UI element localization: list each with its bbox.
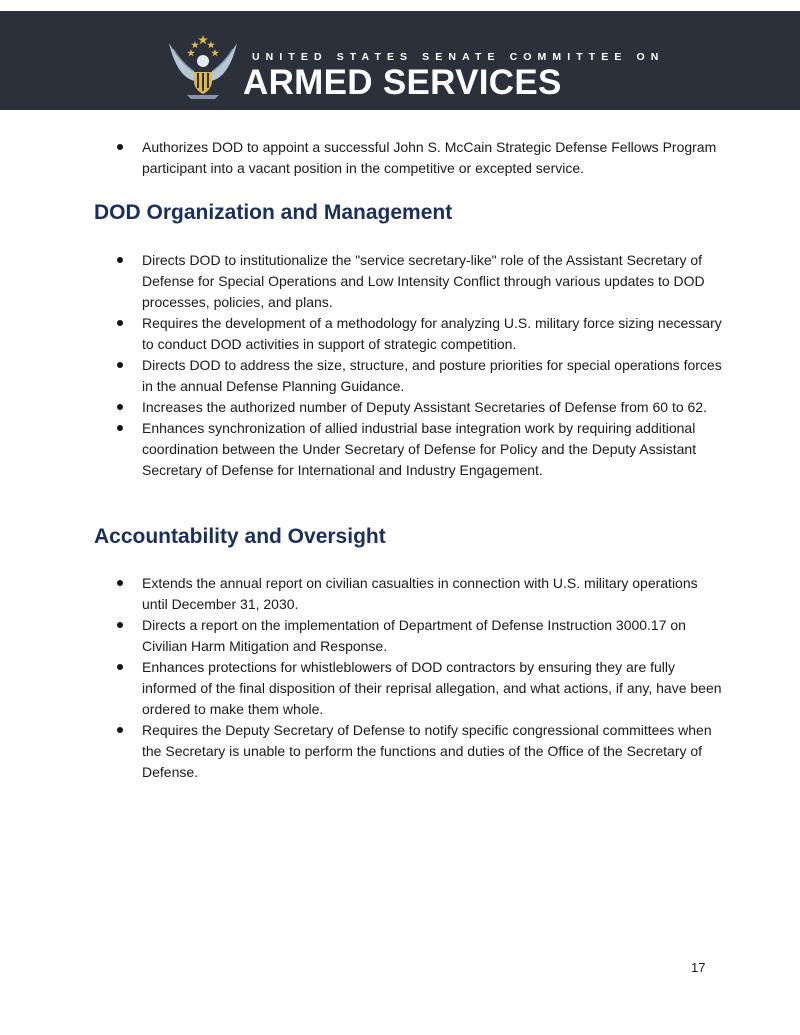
section-heading-accountability: Accountability and Oversight [94, 525, 386, 548]
bullet-list-dod-organization [94, 250, 724, 481]
list-item: Extends the annual report on civilian casualties in connection with U.S. military operations until December 31, 2030. [94, 573, 724, 615]
list-item: Increases the authorized number of Deputy Assistant Secretaries of Defense from 60 to 62. [94, 397, 724, 418]
bullet-list-accountability [94, 573, 724, 783]
list-item: Requires the Deputy Secretary of Defense to notify specific congressional committees when the Secretary is unable to perform the functions and duties of the Office of the Secretary of Defense. [94, 720, 724, 783]
list-item: Directs a report on the implementation of Department of Defense Instruction 3000.17 on Civilian Harm Mitigation and Response. [94, 615, 724, 657]
section-heading-dod-organization: DOD Organization and Management [94, 201, 453, 224]
list-item: Enhances synchronization of allied industrial base integration work by requiring additional coordination between the Under Secretary of Defense for Policy and the Deputy Assistant Secretary of Defense for International and Industry Engagement. [94, 418, 724, 481]
list-item: Enhances protections for whistleblowers of DOD contractors by ensuring they are fully informed of the final disposition of their reprisal allegation, and what actions, if any, have been ordered to make them whole. [94, 657, 724, 720]
header-banner [0, 11, 800, 110]
eagle-shield-emblem-icon [167, 33, 239, 101]
list-item: Requires the development of a methodology for analyzing U.S. military force sizing necessary to conduct DOD activities in support of strategic competition. [94, 313, 724, 355]
list-item: Authorizes DOD to appoint a successful John S. McCain Strategic Defense Fellows Program participant into a vacant position in the competitive or excepted service. [94, 137, 724, 179]
list-item: Directs DOD to institutionalize the "service secretary-like" role of the Assistant Secretary of Defense for Special Operations and Low Intensity Conflict through various updates to DOD processes, policies, and plans. [94, 250, 724, 313]
bullet-list-fellows [94, 137, 724, 179]
list-item: Directs DOD to address the size, structure, and posture priorities for special operations forces in the annual Defense Planning Guidance. [94, 355, 724, 397]
banner-title: ARMED SERVICES [243, 63, 562, 102]
page-number: 17 [691, 960, 706, 975]
banner-subtitle: UNITED STATES SENATE COMMITTEE ON [252, 51, 665, 63]
